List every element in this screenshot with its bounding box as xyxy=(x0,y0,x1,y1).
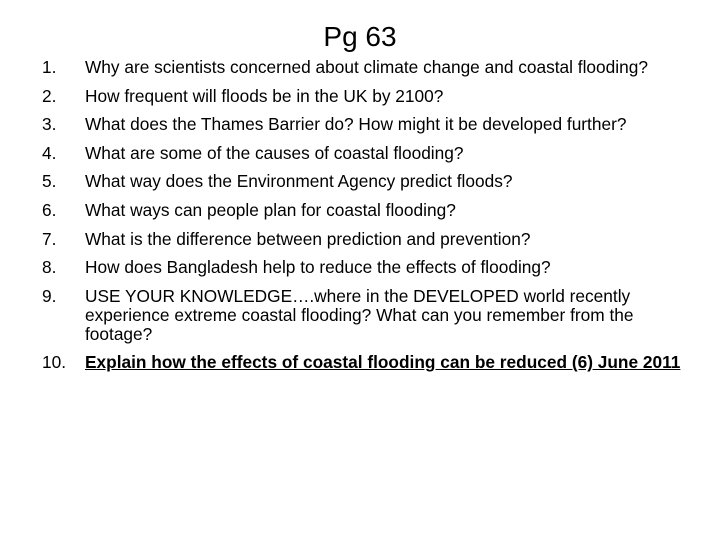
question-text: What does the Thames Barrier do? How might it be developed further? xyxy=(85,114,627,135)
question-item-10 xyxy=(42,353,682,372)
question-text: What way does the Environment Agency predict floods? xyxy=(85,171,513,192)
page-title: Pg 63 xyxy=(323,21,397,52)
question-item-4 xyxy=(42,144,682,163)
question-item-3 xyxy=(42,115,682,134)
question-text: How does Bangladesh help to reduce the effects of flooding? xyxy=(85,257,551,278)
question-text: What ways can people plan for coastal flooding? xyxy=(85,199,456,220)
question-text: What are some of the causes of coastal flooding? xyxy=(85,142,464,163)
question-text: Why are scientists concerned about climate change and coastal flooding? xyxy=(85,57,648,77)
question-number: 10. xyxy=(42,352,67,373)
question-number: 2. xyxy=(42,85,57,106)
question-number: 7. xyxy=(42,228,57,249)
question-item-2 xyxy=(42,87,682,106)
question-text: How frequent will floods be in the UK by 2100? xyxy=(85,85,444,106)
question-item-9 xyxy=(42,287,682,344)
question-item-7 xyxy=(42,230,682,249)
question-item-8 xyxy=(42,258,682,277)
question-number: 8. xyxy=(42,257,57,278)
question-item-6 xyxy=(42,201,682,220)
question-text: What is the difference between prediction and prevention? xyxy=(85,228,531,249)
question-number: 6. xyxy=(42,199,57,220)
question-number: 1. xyxy=(42,57,57,77)
question-item-1 xyxy=(42,58,682,77)
exam-question-text: Explain how the effects of coastal flooding can be reduced (6) June 2011 xyxy=(85,352,681,373)
question-number: 5. xyxy=(42,171,57,192)
question-number: 3. xyxy=(42,114,57,135)
question-number: 4. xyxy=(42,142,57,163)
question-item-5 xyxy=(42,172,682,191)
question-list xyxy=(42,58,682,382)
question-number: 9. xyxy=(42,285,57,306)
question-text: USE YOUR KNOWLEDGE….where in the DEVELOPED world recently experience extreme coastal flooding? What can you remember from the footage? xyxy=(85,285,634,344)
